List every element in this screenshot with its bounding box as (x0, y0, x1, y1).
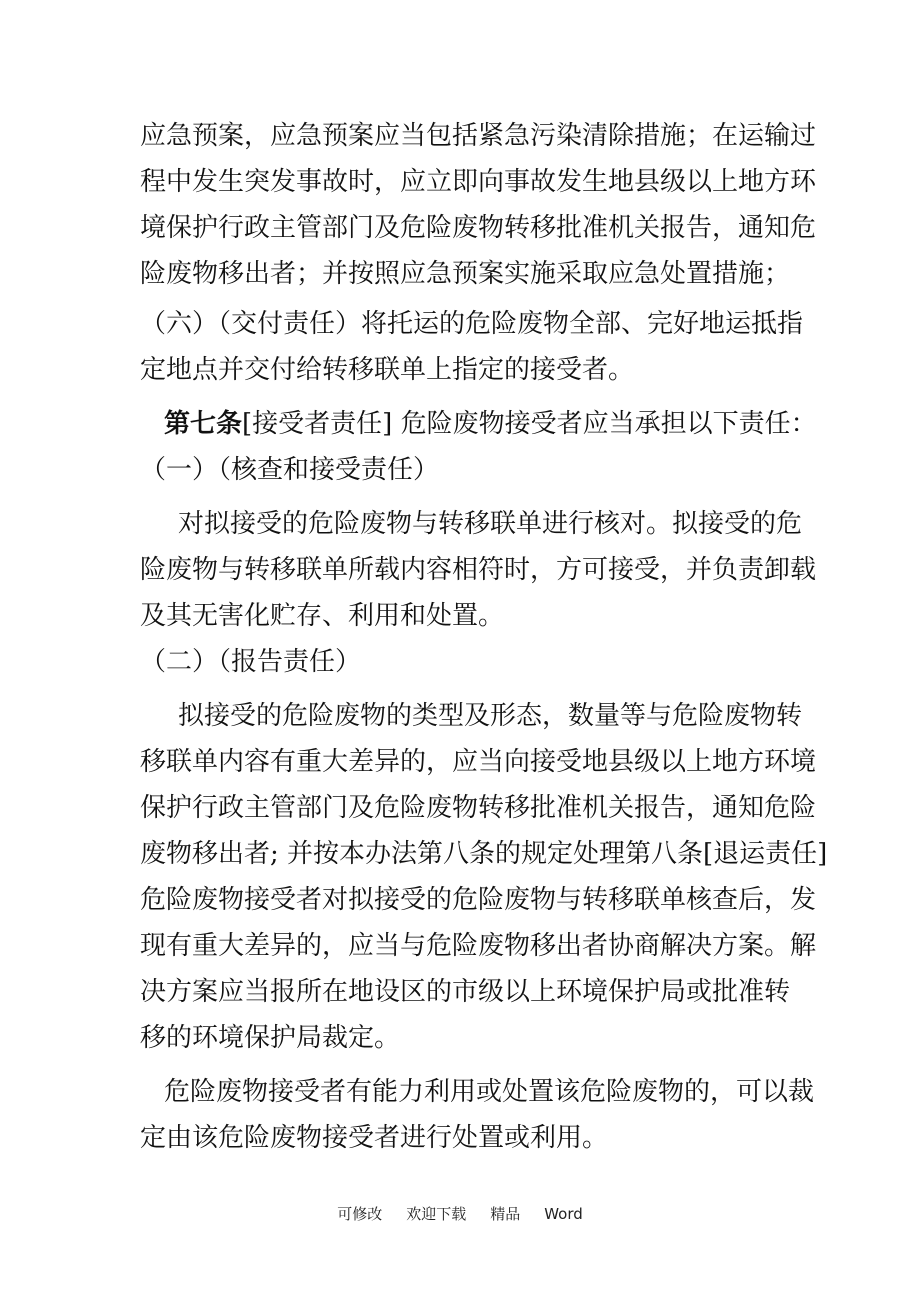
text-line: 移的环境保护局裁定。 (140, 1023, 401, 1053)
text-line: 程中发生突发事故时，应立即向事故发生地县级以上地方环 (140, 167, 817, 197)
text-line: 险废物与转移联单所载内容相符时，方可接受，并负责卸载 (140, 555, 817, 585)
text-line: 现有重大差异的，应当与危险废物移出者协商解决方案。解 (140, 931, 817, 961)
text-line: 拟接受的危险废物的类型及形态，数量等与危险废物转 (178, 701, 803, 731)
text-line: 废物移出者; 并按本办法第八条的规定处理第八条[退运责任] (140, 839, 828, 869)
text-line: （六）（交付责任）将托运的危险废物全部、完好地运抵指 (140, 309, 804, 339)
text-line: 对拟接受的危险废物与转移联单进行核对。拟接受的危 (178, 509, 803, 539)
paragraph-receiver-capability (140, 1069, 815, 1161)
text-line: 险废物移出者；并按照应急预案实施采取应急处置措施； (140, 259, 791, 289)
footer-item: 欢迎下载 (406, 1205, 467, 1223)
text-line: 危险废物接受者对拟接受的危险废物与转移联单核查后，发 (140, 885, 817, 915)
paragraph-report-duty (140, 693, 828, 1061)
text-line: 危险废物接受者有能力利用或处置该危险废物的，可以裁 (164, 1077, 815, 1107)
text-line: 定由该危险废物接受者进行处置或利用。 (140, 1123, 609, 1153)
text-line: 决方案应当报所在地设区的市级以上环境保护局或批准转 (140, 977, 791, 1007)
text-line: 境保护行政主管部门及危险废物转移批准机关报告，通知危 (140, 213, 817, 243)
text-line: 移联单内容有重大差异的，应当向接受地县级以上地方环境 (140, 747, 817, 777)
footer-item: 可修改 (337, 1205, 383, 1223)
item-2-title: （二）（报告责任） (140, 647, 362, 677)
paragraph-verify-accept (140, 501, 817, 639)
footer-item: 精品 (490, 1205, 521, 1223)
item-1-title: （一）（核查和接受责任） (140, 455, 440, 485)
text-line: 定地点并交付给转移联单上指定的接受者。 (140, 355, 635, 385)
article-7-heading: 第七条 (164, 409, 243, 439)
paragraph-delivery-duty (140, 301, 804, 393)
text-line: 保护行政主管部门及危险废物转移批准机关报告，通知危险 (140, 793, 817, 823)
paragraph-emergency-plan (140, 113, 817, 297)
article-7-text: [接受者责任] 危险废物接受者应当承担以下责任： (242, 409, 817, 439)
text-line: 及其无害化贮存、利用和处置。 (140, 601, 505, 631)
page-footer (0, 1203, 920, 1224)
footer-item: Word (544, 1205, 583, 1223)
document-body (140, 113, 828, 1161)
text-line: 应急预案，应急预案应当包括紧急污染清除措施；在运输过 (140, 121, 817, 151)
article-7-line (140, 401, 817, 447)
